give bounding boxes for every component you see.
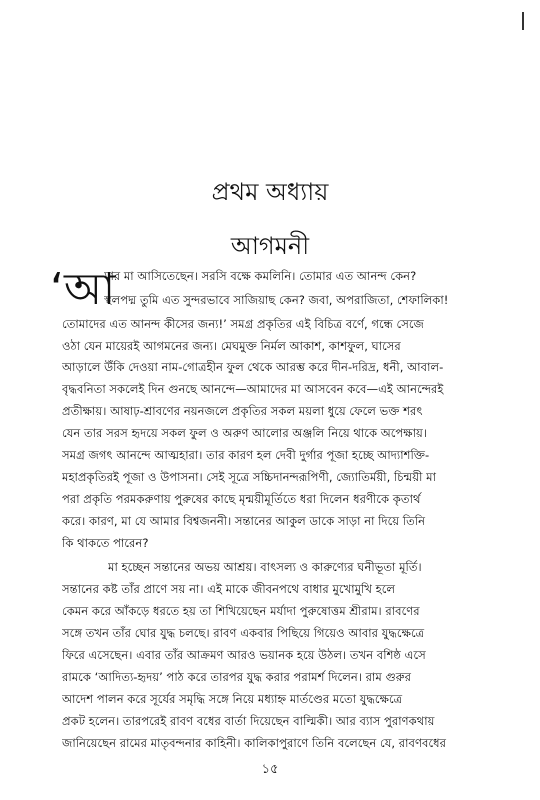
page-number: ১৫ xyxy=(261,762,279,777)
corner-tick-mark xyxy=(522,12,524,30)
section-title: আগমনী xyxy=(230,232,310,260)
body-text-line: যেন তার সরস হৃদয়ে সকল ফুল ও অরুণ আলোর অঞ্জলি নিয়ে থাকে অপেক্ষায়। xyxy=(62,426,428,440)
body-text-line: মার মা আসিতেছেন। সরসি বক্ষে কমলিনি। তোমার এত আনন্দ কেন? xyxy=(104,269,417,283)
body-text-line: ওঠা যেন মায়েরই আগমনের জন্য। মেঘমুক্ত নির্মল আকাশ, কাশফুল, ঘাসের xyxy=(62,339,401,353)
body-text-line: কি থাকতে পারেন? xyxy=(62,536,149,550)
chapter-heading: প্রথম অধ্যায় xyxy=(211,178,329,206)
body-text-line: প্রতীক্ষায়। আষাঢ়-শ্রাবণের নয়নজলে প্রকৃতির সকল ময়লা ধুয়ে ফেলে ভক্ত শরৎ xyxy=(62,404,423,418)
body-text-line: আদেশ পালন করে সূর্যের সমৃদ্ধি সঙ্গে নিয়ে মধ্যাহ্ন মার্তণ্ডের মতো যুদ্ধক্ষেত্রে xyxy=(62,692,403,706)
body-text-line: আড়ালে উঁকি দেওয়া নাম-গোত্রহীন ফুল থেকে আরম্ভ করে দীন-দরিদ্র, ধনী, আবাল- xyxy=(62,360,444,374)
body-text-line: ফিরে এসেছেন। এবার তাঁর আক্রমণ আরও ভয়ানক হয়ে উঠল। তখন বশিষ্ঠ এসে xyxy=(62,648,426,662)
body-text-line: পরা প্রকৃতি পরমকরুণায় পুরুষের কাছে মৃন্ময়ীমূর্তিতে ধরা দিলেন ধরণীকে কৃতার্থ xyxy=(62,492,421,506)
body-text-line: প্রকট হলেন। তারপরেই রাবণ বধের বার্তা দিয়েছেন বাল্মিকী। আর ব্যাস পুরাণকথায় xyxy=(62,714,435,728)
body-text-line: কেমন করে আঁকড়ে ধরতে হয় তা শিখিয়েছেন মর্যাদা পুরুষোত্তম শ্রীরাম। রাবণের xyxy=(62,604,420,618)
body-text-line: সন্তানের কষ্ট তাঁর প্রাণে সয় না। এই মাকে জীবনপথে বাধার মুখোমুখি হলে xyxy=(62,582,396,596)
body-text-line: বৃদ্ধবনিতা সকলেই দিন গুনছে আনন্দে—আমাদের মা আসবেন কবে—এই আনন্দেরই xyxy=(62,382,444,396)
drop-cap: ‘আ xyxy=(50,264,116,315)
body-text-line: স্থলপদ্ম তুমি এত সুন্দরভাবে সাজিয়াছ কেন? জবা, অপরাজিতা, শেফালিকা! xyxy=(104,293,449,307)
body-text-line: মহাপ্রকৃতিরই পূজা ও উপাসনা। সেই সূত্রে সচ্চিদানন্দরূপিণী, জ্যোতির্ময়ী, চিন্ময়ী মা xyxy=(62,470,436,484)
body-text-line: করে। কারণ, মা যে আমার বিশ্বজননী। সন্তানের আকুল ডাকে সাড়া না দিয়ে তিনি xyxy=(62,514,426,528)
body-text-line: রামকে ‘আদিত্য-হৃদয়’ পাঠ করে তারপর যুদ্ধ করার পরামর্শ দিলেন। রাম গুরুর xyxy=(62,670,412,684)
body-text-line: জানিয়েছেন রামের মাতৃবন্দনার কাহিনী। কালিকাপুরাণে তিনি বলেছেন যে, রাবণবধের xyxy=(62,736,446,750)
body-text-line: সঙ্গে তখন তাঁর ঘোর যুদ্ধ চলছে। রাবণ একবার পিছিয়ে গিয়েও আবার যুদ্ধক্ষেত্রে xyxy=(62,626,425,640)
body-text-line: মা হচ্ছেন সন্তানের অভয় আশ্রয়। বাৎসল্য ও কারুণ্যের ঘনীভূতা মূর্তি। xyxy=(108,560,422,574)
body-text-line: তোমাদের এত আনন্দ কীসের জন্য!’ সমগ্র প্রকৃতির এই বিচিত্র বর্ণে, গন্ধে সেজে xyxy=(62,317,424,331)
body-text-line: সমগ্র জগৎ আনন্দে আত্মহারা। তার কারণ হল দেবী দুর্গার পূজা হচ্ছে আদ্যাশক্তি- xyxy=(62,448,430,462)
